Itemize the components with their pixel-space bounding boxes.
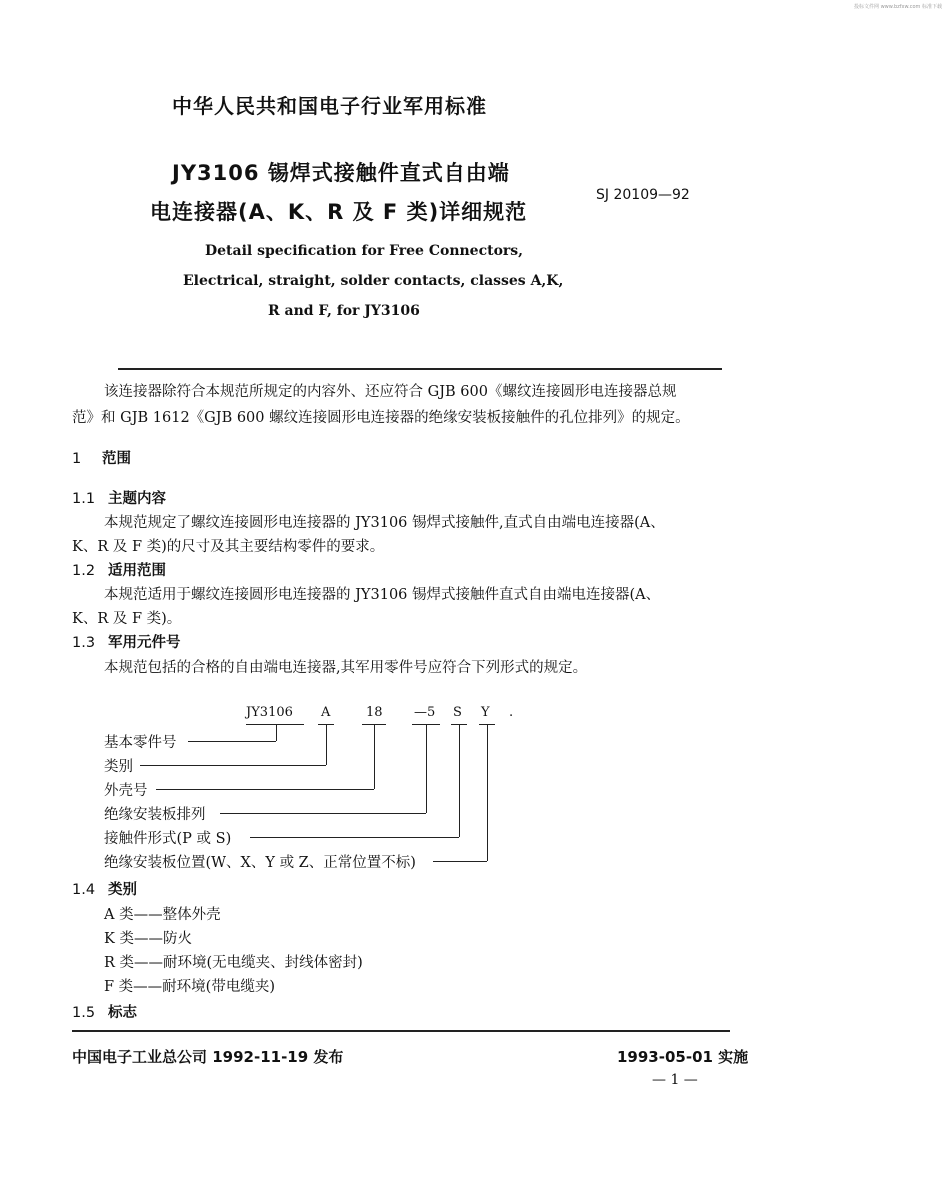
pn-leader-insert-v xyxy=(426,724,427,813)
page-number: — 1 — xyxy=(652,1072,698,1088)
title-cn-line2: 电连接器(A、K、R 及 F 类)详细规范 xyxy=(150,200,528,224)
section-title: 标志 xyxy=(108,1005,137,1021)
section-1-3-heading xyxy=(72,631,181,652)
section-title: 范围 xyxy=(102,451,131,467)
effective-date: 1993-05-01 实施 xyxy=(617,1048,749,1066)
pn-segment-class: A xyxy=(321,705,331,720)
pn-label-base: 基本零件号 xyxy=(104,735,177,751)
pn-leader-position-h xyxy=(433,861,487,862)
pn-underline-base xyxy=(246,724,304,725)
pn-label-class: 类别 xyxy=(104,759,133,775)
standard-number: SJ 20109—92 xyxy=(596,187,690,203)
footer-rule xyxy=(72,1030,730,1032)
title-en-line2: Electrical, straight, solder contacts, classes A,K, xyxy=(183,273,564,289)
category-item: A 类——整体外壳 xyxy=(104,907,221,923)
section-1-4-heading xyxy=(72,878,137,899)
intro-line1: 该连接器除符合本规范所规定的内容外、还应符合 GJB 600《螺纹连接圆形电连接器总规 xyxy=(104,384,677,400)
pn-leader-shell-v xyxy=(374,724,375,789)
section-1-2-line2: K、R 及 F 类)。 xyxy=(72,611,182,627)
section-title: 主题内容 xyxy=(108,491,166,507)
section-title: 适用范围 xyxy=(108,563,166,579)
pn-segment-shell: 18 xyxy=(366,705,383,720)
section-number: 1.4 xyxy=(72,882,96,898)
pn-leader-base-h xyxy=(188,741,276,742)
pn-label-contact: 接触件形式(P 或 S) xyxy=(104,831,232,847)
title-cn-line1: JY3106 锡焊式接触件直式自由端 xyxy=(172,161,510,185)
section-title: 类别 xyxy=(108,882,137,898)
pn-segment-dot: . xyxy=(509,705,514,720)
section-1-1-heading xyxy=(72,487,166,508)
section-title: 军用元件号 xyxy=(108,635,181,651)
pn-leader-position-v xyxy=(487,724,488,861)
pn-segment-contact: S xyxy=(453,705,462,720)
section-1-2-heading xyxy=(72,559,166,580)
title-en-line1: Detail specification for Free Connectors, xyxy=(205,243,524,259)
watermark: 投标文件网 www.bzfxw.com 标准下载 xyxy=(854,4,942,10)
pn-label-position: 绝缘安装板位置(W、X、Y 或 Z、正常位置不标) xyxy=(104,855,416,871)
pn-segment-insert: —5 xyxy=(414,705,436,720)
pn-leader-contact-v xyxy=(459,724,460,837)
section-number: 1.1 xyxy=(72,491,96,507)
category-item: F 类——耐环境(带电缆夹) xyxy=(104,979,275,995)
standard-organization: 中华人民共和国电子行业军用标准 xyxy=(172,94,487,118)
section-1-1-line1: 本规范规定了螺纹连接圆形电连接器的 JY3106 锡焊式接触件,直式自由端电连接器(A、 xyxy=(104,515,665,531)
intro-line2: 范》和 GJB 1612《GJB 600 螺纹连接圆形电连接器的绝缘安装板接触件的孔位排列》的规定。 xyxy=(72,410,690,426)
section-1-5-heading xyxy=(72,1001,137,1022)
title-en-line3: R and F, for JY3106 xyxy=(268,303,420,319)
category-item: K 类——防火 xyxy=(104,931,192,947)
pn-leader-class-v xyxy=(326,724,327,765)
section-number: 1 xyxy=(72,451,82,467)
pn-label-shell: 外壳号 xyxy=(104,783,148,799)
pn-segment-base: JY3106 xyxy=(246,705,293,720)
section-1-2-line1: 本规范适用于螺纹连接圆形电连接器的 JY3106 锡焊式接触件直式自由端电连接器(A、 xyxy=(104,587,661,603)
section-1-heading xyxy=(72,447,131,468)
section-1-1-line2: K、R 及 F 类)的尺寸及其主要结构零件的要求。 xyxy=(72,539,385,555)
pn-leader-base-v xyxy=(276,724,277,741)
pn-segment-position: Y xyxy=(481,705,490,720)
header-rule xyxy=(118,368,722,370)
section-number: 1.5 xyxy=(72,1005,96,1021)
pn-leader-class-h xyxy=(140,765,326,766)
section-1-3-line1: 本规范包括的合格的自由端电连接器,其军用零件号应符合下列形式的规定。 xyxy=(104,660,588,676)
section-number: 1.2 xyxy=(72,563,96,579)
pn-leader-contact-h xyxy=(250,837,459,838)
pn-label-insert: 绝缘安装板排列 xyxy=(104,807,206,823)
pn-leader-shell-h xyxy=(156,789,374,790)
pn-leader-insert-h xyxy=(220,813,426,814)
section-number: 1.3 xyxy=(72,635,96,651)
category-item: R 类——耐环境(无电缆夹、封线体密封) xyxy=(104,955,363,971)
issue-date: 中国电子工业总公司 1992-11-19 发布 xyxy=(72,1048,344,1066)
